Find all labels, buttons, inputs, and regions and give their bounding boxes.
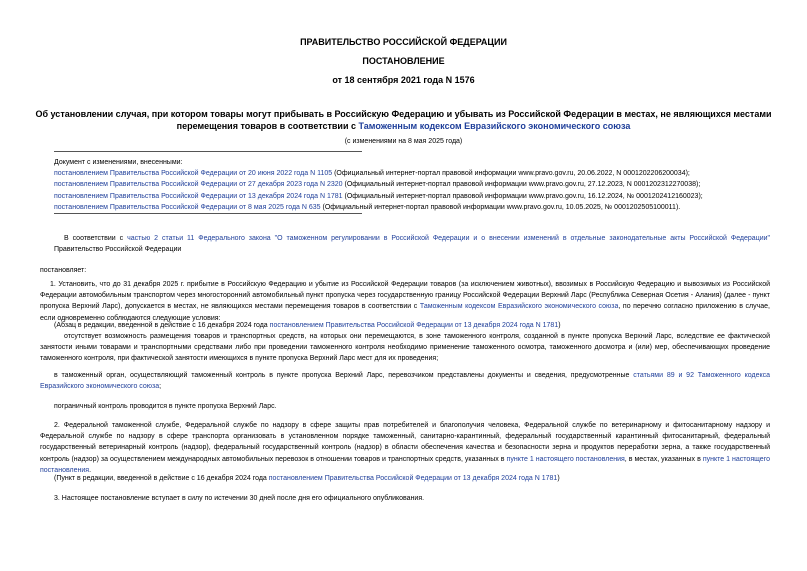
- government-header: ПРАВИТЕЛЬСТВО РОССИЙСКОЙ ФЕДЕРАЦИИ: [300, 37, 507, 47]
- p2-text-mid: , в местах, указанных в: [624, 455, 703, 463]
- p2-text-end: .: [89, 466, 92, 474]
- accordance-text: В соответствии с: [64, 235, 128, 242]
- amendment-link[interactable]: постановлением Правительства Российской Федерации от 20 июня 2022 года N 1105: [54, 170, 333, 178]
- amendment-source: (Официальный интернет-портал правовой информации www.pravo.gov.ru, 16.12.2024, № 0001202412160023);: [342, 192, 703, 200]
- point-1-link-2[interactable]: пункте 1 настоящего постановления: [40, 455, 770, 474]
- paragraph-2: [40, 420, 770, 476]
- edit-note-close-2: ): [557, 475, 560, 482]
- list-item: [54, 191, 794, 202]
- edit-note-text-2: (Пункт в редакции, введенной в действие с 16 декабря 2024 года: [54, 475, 269, 482]
- condition-2-text: в таможенный орган, осуществляющий таможенный контроль в пункте пропуска Верхний Ларс, перевозчиком представлены документы и сведения, предусмотренные: [54, 372, 634, 379]
- amendment-link[interactable]: постановлением Правительства Российской Федерации от 13 декабря 2024 года N 1781: [54, 192, 343, 200]
- document-title: [32, 109, 775, 132]
- p1-text: 1. Установить, что до 31 декабря 2025 г. прибытие в Российскую Федерацию и убытие из Российской Федерации товаров (за исключением животных), ввозимых в Российскую Федерацию и вывозимых из Российской Федерации автомобильным транспортом через многосторонний автомобильный пункт пропуска через государственную границу Российской Федерации Верхний Ларс (Республика Северная Осетия - Алания) (далее - пункт пропуска Верхний Ларс), допускается в местах, не являющихся местами перемещения товаров в соответствии с: [40, 281, 770, 311]
- paragraph-2-edit-note: [54, 473, 770, 484]
- date-number-heading: от 18 сентября 2021 года N 1576: [332, 75, 475, 85]
- federal-law-link[interactable]: частью 2 статьи 11 Федерального закона "О таможенном регулировании в Российской Федерации и о внесении изменений в отдельные законодательные акты Российской Федерации": [127, 235, 771, 242]
- amendment-source: (Официальный интернет-портал правовой информации www.pravo.gov.ru, 27.12.2023, N 0001202312270038);: [342, 181, 701, 189]
- divider-top: [54, 151, 362, 152]
- list-item: [54, 168, 794, 179]
- condition-1-text: отсутствует возможность размещения товаров и транспортных средств, на которых они перемещаются, в зоне таможенного контроля, созданной в пункте пропуска Верхний Ларс, вследствие ее фактической занятости иными товарами и транспортными средствами либо при проведении таможенного контроля необходимо применение таможенного осмотра, таможенного досмотра и (или) мер, обеспечивающих проведение таможенного контроля, при фактической занятости имеющихся в пункте пропуска Верхний Ларс мест для их проведения;: [40, 333, 770, 363]
- p2-text: 2. Федеральной таможенной службе, Федеральной службе по надзору в сфере защиты прав потребителей и благополучия человека, Федеральной службе по ветеринарному и фитосанитарному надзору и Федеральной службе по надзору в сфере транспорта организовать в установленном порядке таможенный, санитарно-карантинный, федеральный государственный карантинный фитосанитарный, федеральный государственный ветеринарный контроль (надзор), федеральный государственный контроль (надзор) в области обеспечения качества и безопасности зерна и продуктов переработки зерна, а также государственный контроль (надзор) за осуществлением международных автомобильных перевозок в отношении товаров и транспортных средств, указанных в: [40, 422, 770, 463]
- articles-89-92-link[interactable]: статьями 89 и 92 Таможенного кодекса Евразийского экономического союза: [40, 372, 770, 391]
- paragraph-1: [40, 279, 770, 324]
- customs-code-link[interactable]: Таможенным кодексом Евразийского экономического союза: [419, 303, 619, 311]
- paragraph-accordance: [54, 233, 770, 255]
- edit-note-link[interactable]: постановлением Правительства Российской Федерации от 13 декабря 2024 года N 1781: [269, 322, 559, 329]
- condition-2: [40, 370, 770, 392]
- edit-note-link-2[interactable]: постановлением Правительства Российской Федерации от 13 декабря 2024 года N 1781: [268, 475, 558, 482]
- edit-note-text: (Абзац в редакции, введенной в действие с 16 декабря 2024 года: [54, 322, 270, 329]
- amendment-source: (Официальный интернет-портал правовой информации www.pravo.gov.ru, 20.06.2022, N 0001202206200034);: [332, 170, 690, 178]
- title-code-link[interactable]: Таможенным кодексом Евразийского экономического союза: [358, 120, 631, 131]
- amendment-link[interactable]: постановлением Правительства Российской Федерации от 27 декабря 2023 года N 2320: [54, 181, 343, 189]
- paragraph-3: 3. Настоящее постановление вступает в силу по истечении 30 дней после дня его официального опубликования.: [54, 495, 425, 502]
- point-1-link[interactable]: пункте 1 настоящего постановления: [506, 455, 625, 463]
- list-item: [54, 202, 794, 213]
- paragraph-decree: постановляет:: [40, 267, 87, 274]
- list-item: [54, 179, 794, 190]
- edit-note-close: ): [558, 322, 561, 329]
- amendment-link[interactable]: постановлением Правительства Российской Федерации от 8 мая 2025 года N 635: [54, 203, 321, 211]
- doc-changes-list: [54, 157, 794, 213]
- changes-note: (с изменениями на 8 мая 2025 года): [344, 138, 463, 145]
- p1-text-end: , по перечню согласно приложению в случае, если одновременно соблюдаются следующие условия:: [40, 303, 770, 322]
- doc-changes-intro: Документ с изменениями, внесенными:: [54, 159, 183, 166]
- title-text: Об установлении случая, при котором товары могут прибывать в Российскую Федерацию и убывать из Российской Федерации в местах, не являющихся местами перемещения товаров в соответствии с: [35, 109, 772, 131]
- divider-bottom: [54, 213, 362, 214]
- condition-3: пограничный контроль проводится в пункте пропуска Верхний Ларс.: [54, 403, 277, 410]
- accordance-text-end: Правительство Российской Федерации: [54, 246, 182, 254]
- amendment-source: (Официальный интернет-портал правовой информации www.pravo.gov.ru, 10.05.2025, № 0001202505100011).: [320, 203, 681, 211]
- condition-1: [40, 331, 770, 365]
- paragraph-1-edit-note: [54, 320, 770, 331]
- doc-type-heading: ПОСТАНОВЛЕНИЕ: [362, 56, 445, 66]
- condition-2-end: ;: [159, 383, 162, 391]
